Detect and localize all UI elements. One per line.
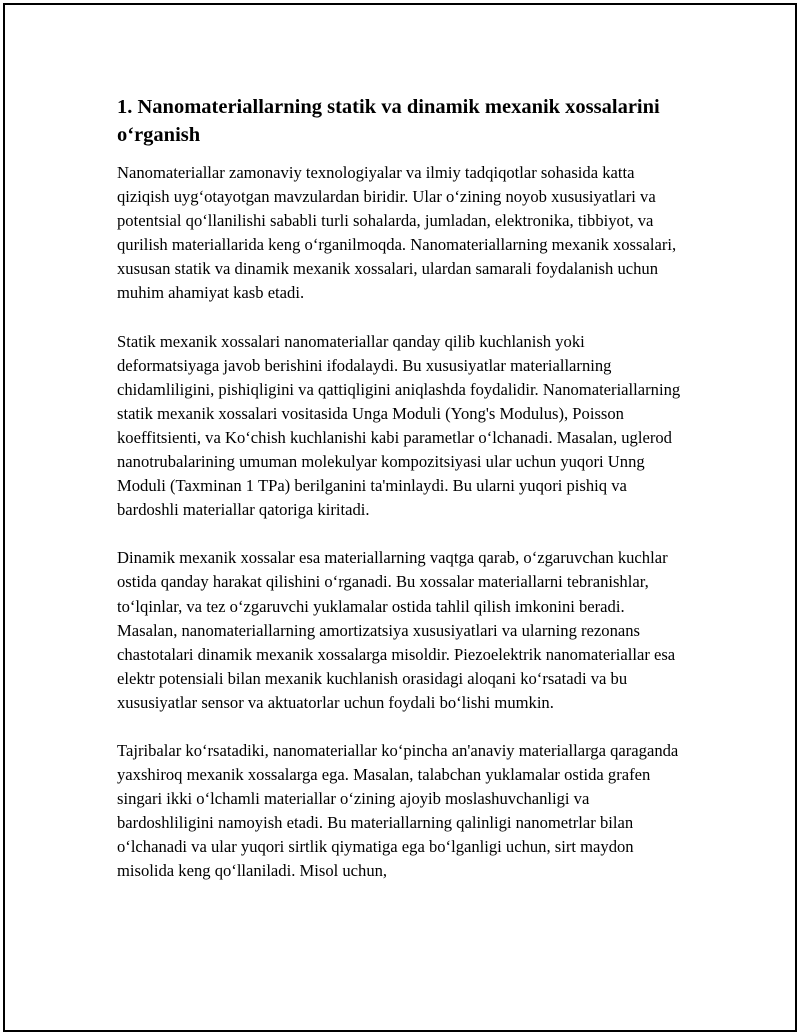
paragraph-experiments: Tajribalar ko‘rsatadiki, nanomateriallar ko‘pincha an'anaviy materiallarga qaraganda yaxshiroq mexanik xossalarga ega. Masalan, talabchan yuklamalar ostida grafen singari ikki o‘lchamli materiallar o‘zining ajoyib moslashuvchanligi va bardoshliligini namoyish etadi. Bu materiallarning qalinligi nanometrlar bilan o‘lchanadi va ular yuqori sirtlik qiymatiga ega bo‘lganligi uchun, sirt maydon misolida keng qo‘llaniladi. Misol uchun,	[117, 740, 679, 881]
paragraph-intro: Nanomateriallar zamonaviy texnologiyalar va ilmiy tadqiqotlar sohasida katta qiziqish uyg‘otayotgan mavzulardan biridir. Ular o‘zining noyob xususiyatlari va potentsial qo‘llanilishi sababli turli sohalarda, jumladan, elektronika, tibbiyot, va qurilish materiallarida keng o‘rganilmoqda. Nanomateriallarning mexanik xossalari, xususan statik va dinamik mexanik xossalari, ulardan samarali foydalanish uchun muhim ahamiyat kasb etadi.	[117, 163, 677, 303]
document-body	[117, 93, 689, 908]
paragraph-static-properties: Statik mexanik xossalari nanomateriallar qanday qilib kuchlanish yoki deformatsiyaga javob berishini ifodalaydi. Bu xususiyatlar materiallarning chidamliligini, pishiqligini va qattiqligini aniqlashda foydalidir. Nanomateriallarning statik mexanik xossalari vositasida Unga Moduli (Yong's Modulus), Poisson koeffitsienti, va Ko‘chish kuchlanishi kabi parametlar o‘lchanadi. Masalan, uglerod nanotrubalarining umuman molekulyar kompozitsiyasi ular uchun yuqori Unng Moduli (Taxminan 1 TPa) berilganini ta'minlaydi. Bu ularni yuqori pishiq va bardoshli materiallar qatoriga kiritadi.	[117, 331, 681, 520]
section-heading: 1. Nanomateriallarning statik va dinamik mexanik xossalarini o‘rganish	[117, 96, 660, 146]
paragraph-dynamic-properties: Dinamik mexanik xossalar esa materiallarning vaqtga qarab, o‘zgaruvchan kuchlar ostida qanday harakat qilishini o‘rganadi. Bu xossalar materiallarni tebranishlar, to‘lqinlar, va tez o‘zgaruvchi yuklamalar ostida tahlil qilish imkonini beradi. Masalan, nanomateriallarning amortizatsiya xususiyatlari va ularning rezonans chastotalari dinamik mexanik xossalarga misoldir. Piezoelektrik nanomateriallar esa elektr potensiali bilan mexanik kuchlanish orasidagi aloqani ko‘rsatadi va bu xususiyatlar sensor va aktuatorlar uchun foydali bo‘lishi mumkin.	[117, 548, 676, 712]
